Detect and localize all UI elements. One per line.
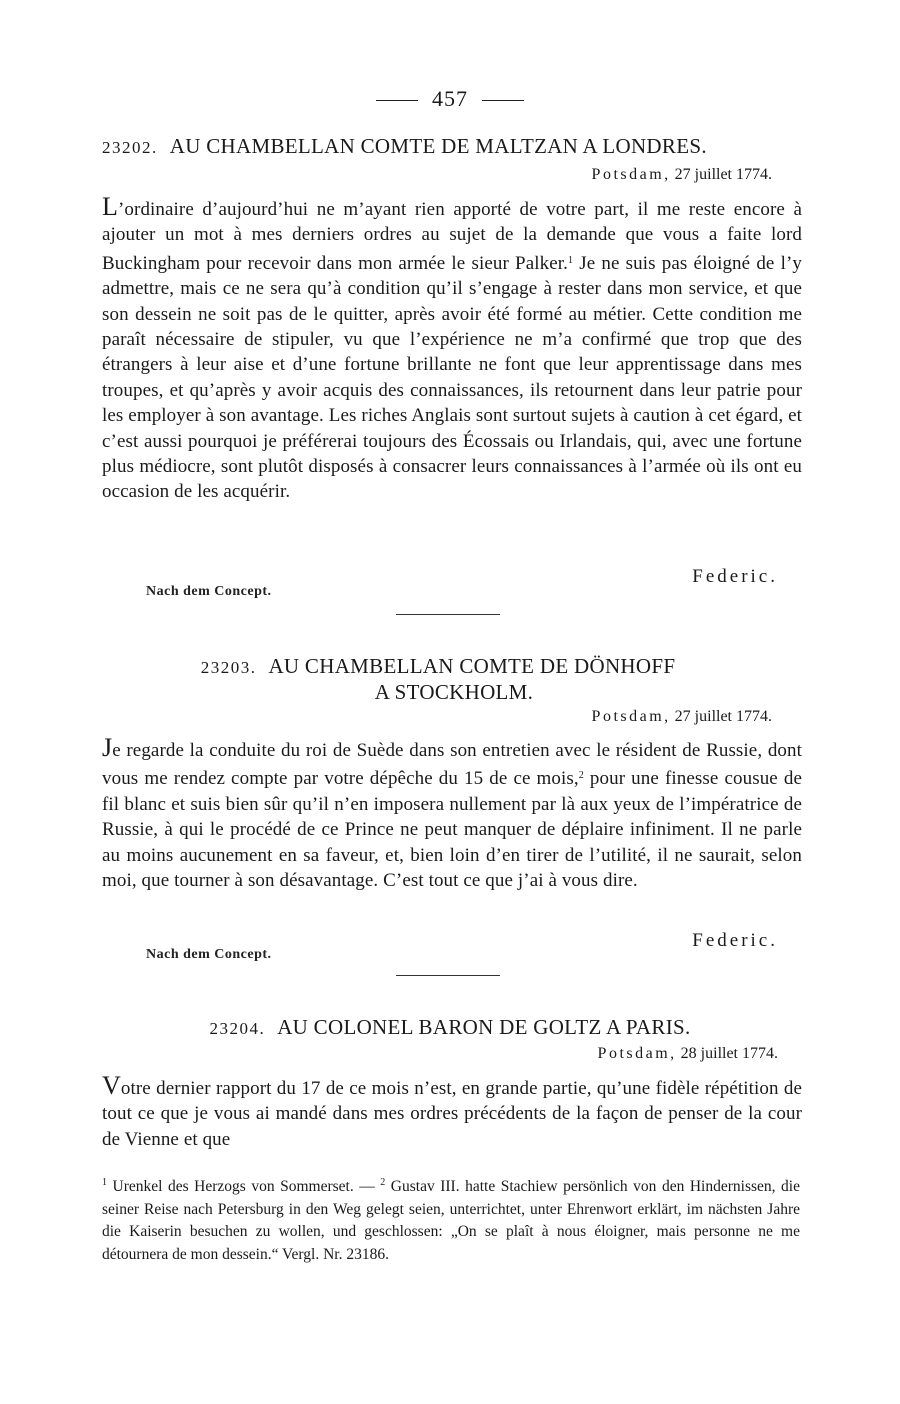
footnotes bbox=[102, 1172, 800, 1266]
footnote-text: Gustav III. hatte Stachiew persönlich von den Hindernissen, die seiner Reise nach Petersburg in den Weg gelegt seien, unterrichtet, unter Ehrenwort erklärt, im nächsten Jahre die Kaiserin besuchen zu wollen, und geschlossen: „On se plaît à nous éloigner, mais personne ne me détournera de mon dessein.“ Vergl. Nr. 23186. bbox=[102, 1178, 800, 1263]
footnote-paragraph bbox=[102, 1172, 800, 1266]
footnote-mark: 2 bbox=[380, 1177, 386, 1188]
letter-heading-1 bbox=[102, 134, 808, 159]
dateline-place: Potsdam, bbox=[591, 708, 671, 725]
dateline-1 bbox=[592, 166, 772, 184]
letter-heading-3 bbox=[100, 1015, 800, 1040]
dateline-date: 27 juillet 1774. bbox=[674, 166, 772, 183]
letter-title: AU COLONEL BARON DE GOLTZ A PARIS. bbox=[277, 1015, 691, 1039]
footnote-mark: 2 bbox=[578, 770, 584, 782]
letter-number: 23202. bbox=[102, 138, 158, 157]
drop-cap: L bbox=[102, 192, 118, 221]
letter-body-2 bbox=[102, 735, 802, 893]
drop-cap: J bbox=[102, 733, 113, 762]
page-number-rule-left bbox=[376, 100, 418, 101]
letter-paragraph bbox=[102, 735, 802, 893]
section-divider bbox=[396, 975, 500, 976]
signature-1: Federic. bbox=[692, 566, 778, 587]
page-number-rule-right bbox=[482, 100, 524, 101]
page-number bbox=[0, 86, 900, 112]
section-divider bbox=[396, 614, 500, 615]
letter-body-3 bbox=[102, 1073, 802, 1152]
letter-text: ’ordinaire d’aujourd’hui ne m’ayant rien apporté de votre part, il me reste encore à ajouter un mot à mes derniers ordres au sujet de la demande que vous a faite lord Buckingham pour recevoir dans mon armée le sieur Palker. bbox=[102, 199, 802, 274]
letter-number: 23203. bbox=[200, 658, 257, 677]
footnote-mark: 1 bbox=[567, 254, 574, 266]
letter-paragraph bbox=[102, 194, 802, 505]
letter-title: AU CHAMBELLAN COMTE DE MALTZAN A LONDRES. bbox=[169, 134, 707, 158]
letter-heading-2 bbox=[118, 654, 758, 679]
page-number-value: 457 bbox=[432, 86, 468, 111]
letter-title: AU CHAMBELLAN COMTE DE DÖNHOFF bbox=[268, 654, 676, 678]
source-note-1: Nach dem Concept. bbox=[146, 584, 272, 599]
letter-text: e regarde la conduite du roi de Suède dans son entretien avec le résident de Russie, dont vous me rendez compte par votre dépêche du 15 de ce mois, bbox=[102, 740, 802, 790]
letter-text-continued: Je ne suis pas éloigné de l’y admettre, mais ce ne sera qu’à condition qu’il s’engage à rester dans mon service, et que son dessein ne soit pas de le quitter, après avoir été formé au métier. Cette condition me paraît nécessaire de stipuler, vu que l’expérience ne m’a confirmé que trop que des étrangers à leur aise et d’une fortune brillante ne font que leur apprentissage dans mes troupes, et qu’après y avoir acquis des connaissances, ils retournent dans leur patrie pour les employer à son avantage. Les riches Anglais sont surtout sujets à caution à cet égard, et c’est aussi pourquoi je préférerai toujours des Écossais ou Irlandais, qui, avec une fortune plus médiocre, sont plutôt disposés à consacrer leurs connaissances à l’armée où ils ont eu occasion de les acquérir. bbox=[102, 252, 802, 503]
letter-heading-2-line-2: A STOCKHOLM. bbox=[374, 680, 534, 704]
signature-2: Federic. bbox=[692, 930, 778, 951]
dateline-date: 27 juillet 1774. bbox=[674, 708, 772, 725]
letter-number: 23204. bbox=[209, 1019, 266, 1038]
footnote-mark: 1 bbox=[102, 1177, 107, 1188]
drop-cap: V bbox=[102, 1071, 121, 1100]
letter-body-1 bbox=[102, 194, 802, 505]
dateline-3 bbox=[598, 1045, 778, 1063]
letter-text: otre dernier rapport du 17 de ce mois n’est, en grande partie, qu’une fidèle répétition de tout ce que je vous ai mandé dans mes ordres précédents de la façon de penser de la cour de Vienne et que bbox=[102, 1078, 802, 1150]
letter-text-continued: pour une finesse cousue de fil blanc et suis bien sûr qu’il n’en imposera nullement par là aux yeux de l’impératrice de Russie, à qui le procédé de ce Prince ne peut manquer de déplaire infiniment. Il ne parle au moins aucunement en sa faveur, et, bien loin d’en tirer de l’utilité, il ne saurait, selon moi, que tourner à son désavantage. C’est tout ce que j’ai à vous dire. bbox=[102, 768, 803, 892]
dateline-place: Potsdam, bbox=[591, 166, 671, 183]
footnote-text: Urenkel des Herzogs von Sommerset. — bbox=[107, 1178, 381, 1195]
dateline-2 bbox=[592, 708, 772, 726]
dateline-place: Potsdam, bbox=[597, 1045, 677, 1062]
dateline-date: 28 juillet 1774. bbox=[680, 1045, 778, 1062]
source-note-2: Nach dem Concept. bbox=[146, 947, 272, 962]
letter-paragraph bbox=[102, 1073, 802, 1152]
